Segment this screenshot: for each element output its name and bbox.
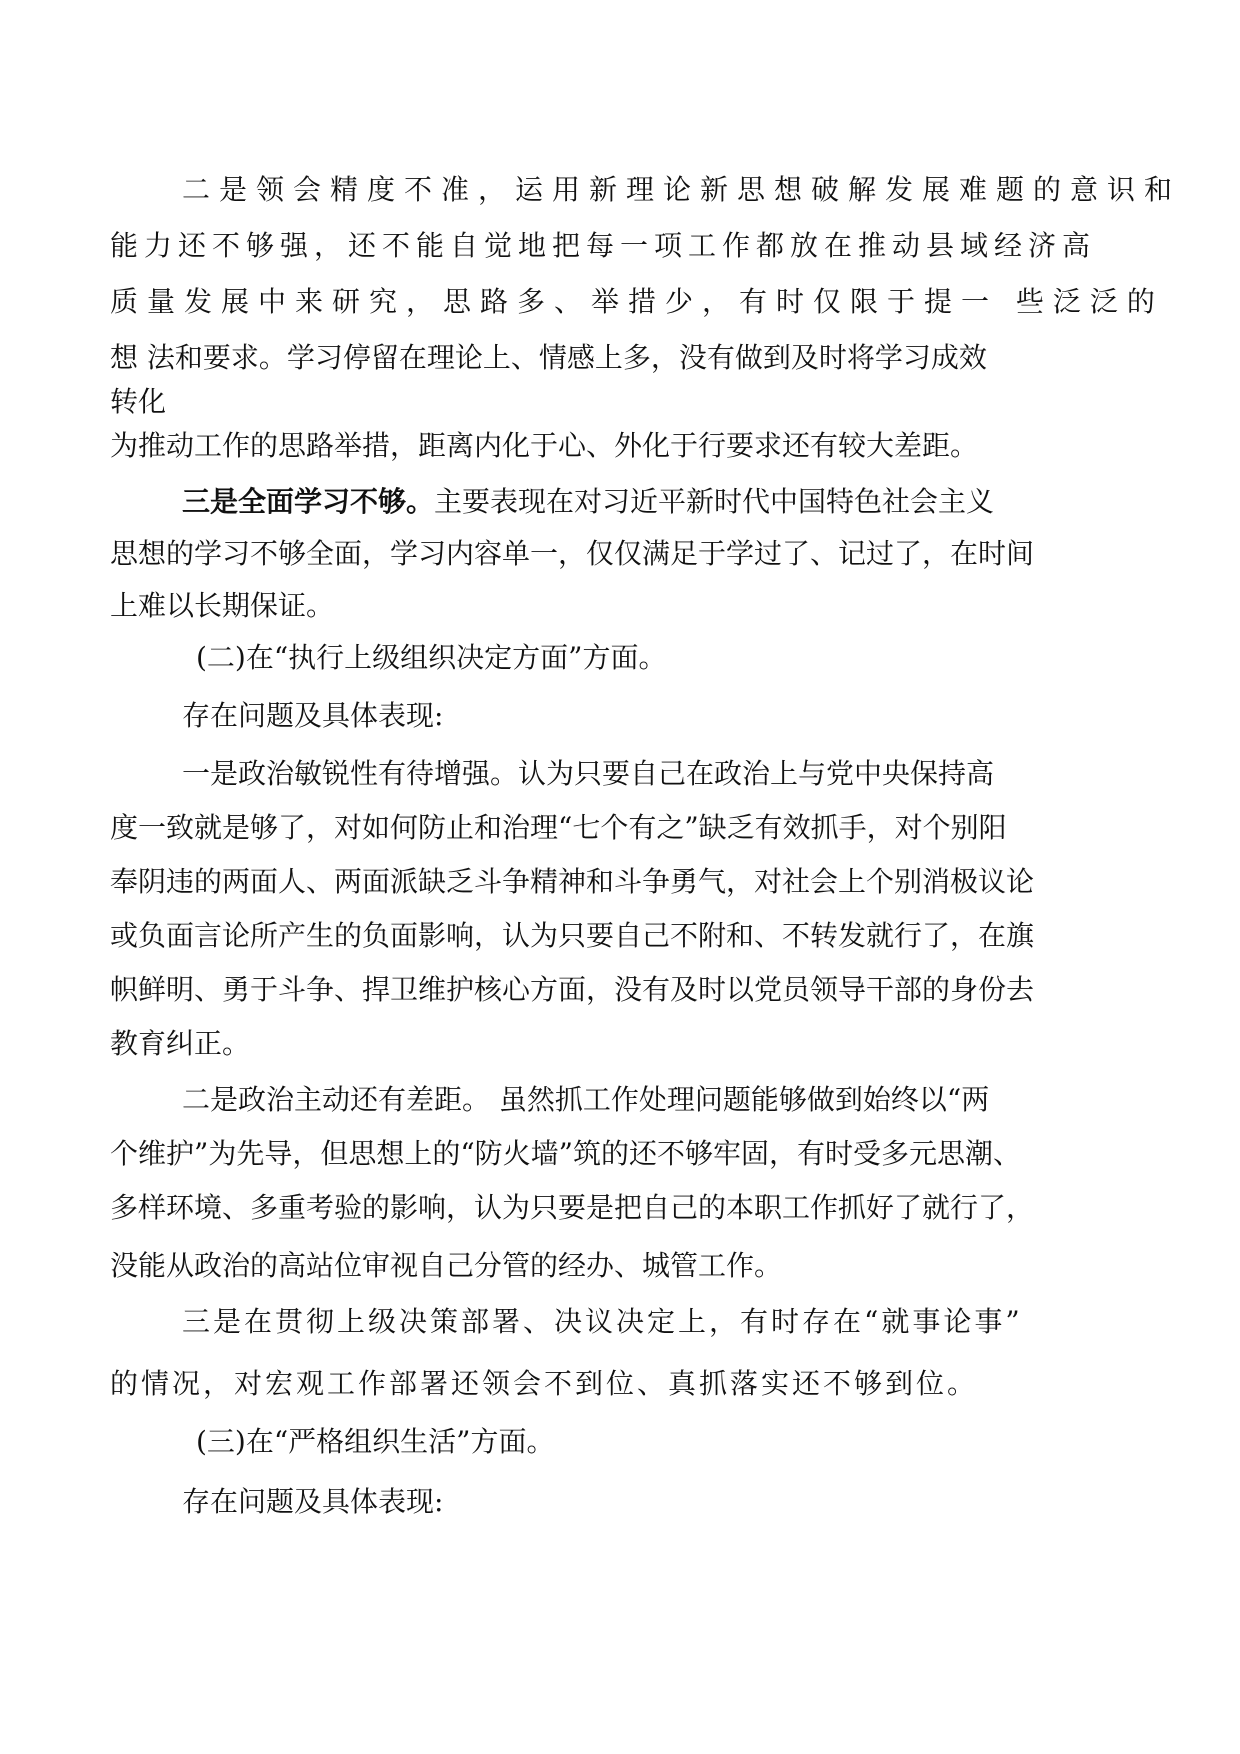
text-line: 多样环境、多重考验的影响，认为只要是把自己的本职工作抓好了就行了， — [110, 1191, 1035, 1224]
text-line: 二是领会精度不准，运用新理论新思想破解发展难题的意识和 — [182, 173, 1182, 206]
text-line: 能力还不够强，还不能自觉地把每一项工作都放在推动县域经济高 — [110, 229, 1097, 262]
text-line: 想 法和要求。学习停留在理论上、情感上多，没有做到及时将学习成效 — [110, 341, 987, 374]
text-line: 上难以长期保证。 — [110, 589, 335, 622]
text-line: 度一致就是够了，对如何防止和治理“七个有之”缺乏有效抓手，对个别阳 — [110, 811, 1007, 844]
bold-lead: 三是全面学习不够。 — [182, 485, 435, 518]
text-line: 为推动工作的思路举措，距离内化于心、外化于行要求还有较大差距。 — [110, 429, 979, 462]
paragraph-heading-line — [182, 484, 994, 520]
text-line: 存在问题及具体表现: — [182, 1485, 444, 1518]
text-line: 思想的学习不够全面，学习内容单一，仅仅满足于学过了、记过了，在时间 — [110, 537, 1035, 570]
text-line: 质量发展中来研究，思路多、举措少，有时仅限于提一 些泛泛的 — [110, 285, 1164, 318]
text-line: 教育纠正。 — [110, 1027, 251, 1060]
text-line: 存在问题及具体表现: — [182, 699, 444, 732]
text-line: 三是在贯彻上级决策部署、决议决定上，有时存在“就事论事” — [182, 1305, 1023, 1338]
text-line: 帜鲜明、勇于斗争、捍卫维护核心方面，没有及时以党员领导干部的身份去 — [110, 973, 1035, 1006]
text-run: 主要表现在对习近平新时代中国特色社会主义 — [434, 485, 995, 518]
text-line: 转化 — [110, 385, 167, 418]
text-line: 没能从政治的高站位审视自己分管的经办、城管工作。 — [110, 1249, 783, 1282]
text-line: 奉阴违的两面人、两面派缺乏斗争精神和斗争勇气，对社会上个别消极议论 — [110, 865, 1035, 898]
text-line: 个维护”为先导，但思想上的“防火墙”筑的还不够牢固，有时受多元思潮、 — [110, 1137, 1021, 1170]
text-line: 一是政治敏锐性有待增强。认为只要自己在政治上与党中央保持高 — [182, 757, 995, 790]
text-line: 二是政治主动还有差距。 虽然抓工作处理问题能够做到始终以“两 — [182, 1083, 990, 1116]
text-line: 的情况，对宏观工作部署还领会不到位、真抓落实还不够到位。 — [110, 1367, 979, 1400]
text-line: 或负面言论所产生的负面影响，认为只要自己不附和、不转发就行了，在旗 — [110, 919, 1035, 952]
section-heading: (三)在“严格组织生活”方面。 — [196, 1425, 555, 1458]
section-heading: (二)在“执行上级组织决定方面”方面。 — [196, 641, 667, 674]
